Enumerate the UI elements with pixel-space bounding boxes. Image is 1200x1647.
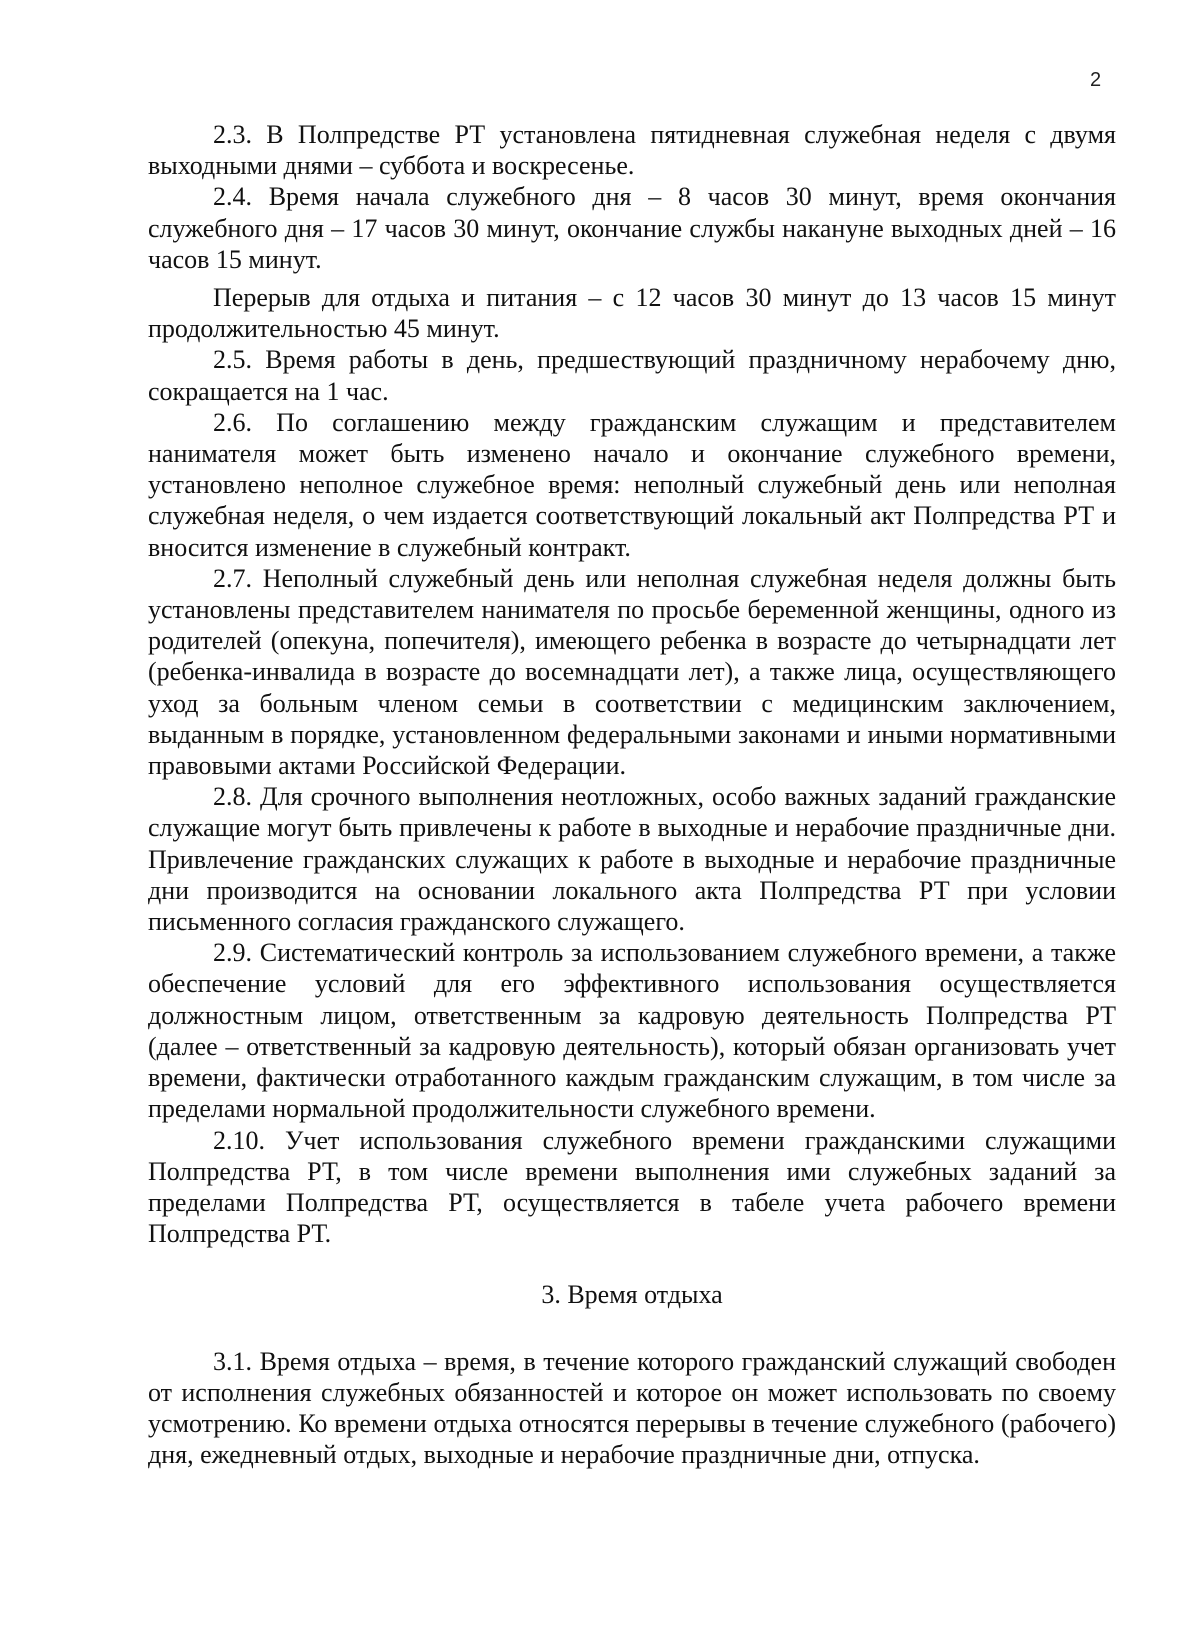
paragraph-2-8: 2.8. Для срочного выполнения неотложных, особо важных заданий гражданские служащие могут быть привлечены к работе в выходные и нерабочие праздничные дни. Привлечение гражданских служащих к работе в выходные и нерабочие праздничные дни производится на основании локального акта Полпредства РТ при условии письменного согласия гражданского служащего. <box>148 782 1116 937</box>
paragraph-2-10: 2.10. Учет использования служебного времени гражданскими служащими Полпредства РТ, в том числе времени выполнения ими служебных заданий за пределами Полпредства РТ, осуществляется в табеле учета рабочего времени Полпредства РТ. <box>148 1125 1116 1249</box>
section-heading: 3. Время отдыха <box>541 1280 723 1310</box>
paragraph-2-9: 2.9. Систематический контроль за использованием служебного времени, а также обеспечение условий для его эффективного использования осуществляется должностным лицом, ответственным за кадровую деятельность Полпредства РТ (далее – ответственный за кадровую деятельность), который обязан организовать учет времени, фактически отработанного каждым гражданским служащим, в том числе за пределами нормальной продолжительности служебного времени. <box>148 938 1116 1124</box>
paragraph-2-7: 2.7. Неполный служебный день или неполная служебная неделя должны быть установлены представителем нанимателя по просьбе беременной женщины, одного из родителей (опекуна, попечителя), имеющего ребенка в возрасте до четырнадцати лет (ребенка-инвалида в возрасте до восемнадцати лет), а также лица, осуществляющего уход за больным членом семьи в соответствии с медицинским заключением, выданным в порядке, установленном федеральными законами и иными нормативными правовыми актами Российской Федерации. <box>148 563 1116 781</box>
page-number: 2 <box>1090 69 1102 91</box>
paragraph-2-5: 2.5. Время работы в день, предшествующий праздничному нерабочему дню, сокращается на 1 час. <box>148 345 1116 406</box>
paragraph-3-1: 3.1. Время отдыха – время, в течение которого гражданский служащий свободен от исполнения служебных обязанностей и которое он может использовать по своему усмотрению. Ко времени отдыха относятся перерывы в течение служебного (рабочего) дня, ежедневный отдых, выходные и нерабочие праздничные дни, отпуска. <box>148 1346 1116 1470</box>
paragraph-2-4: 2.4. Время начала служебного дня – 8 часов 30 минут, время окончания служебного дня – 17 часов 30 минут, окончание службы накануне выходных дней – 16 часов 15 минут. <box>148 182 1116 274</box>
document-body <box>148 119 1116 1470</box>
paragraph-break-time: Перерыв для отдыха и питания – с 12 часов 30 минут до 13 часов 15 минут продолжительностью 45 минут. <box>148 283 1116 344</box>
paragraph-2-6: 2.6. По соглашению между гражданским служащим и представителем нанимателя может быть изменено начало и окончание служебного времени, установлено неполное служебное время: неполный служебный день или неполная служебная неделя, о чем издается соответствующий локальный акт Полпредства РТ и вносится изменение в служебный контракт. <box>148 407 1116 562</box>
paragraph-2-3: 2.3. В Полпредстве РТ установлена пятидневная служебная неделя с двумя выходными днями – суббота и воскресенье. <box>148 120 1116 181</box>
